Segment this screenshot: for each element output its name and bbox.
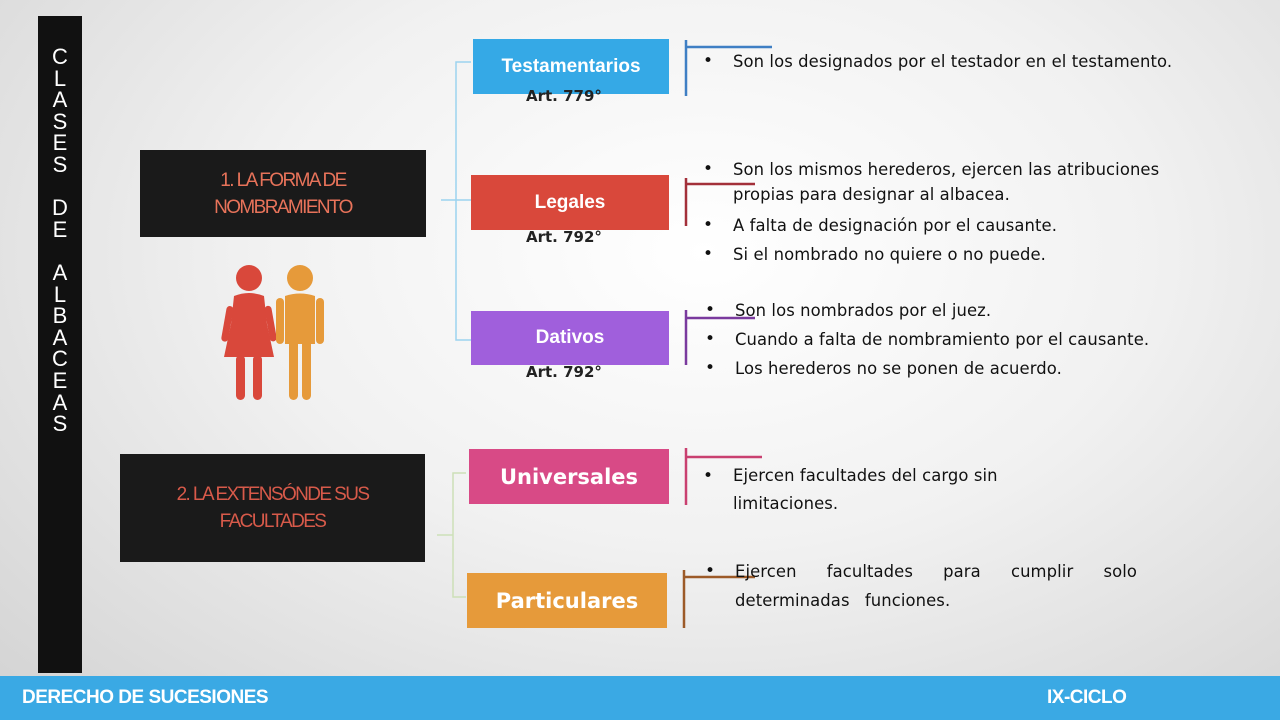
footer-cycle: IX-CICLO — [1047, 687, 1127, 708]
category-dativos — [471, 311, 669, 365]
title-letter: S — [52, 411, 68, 437]
category-universales — [469, 449, 669, 504]
bullets-particulares — [705, 557, 1137, 615]
category-universales-label: Universales — [499, 464, 639, 489]
list-item: • Los herederos no se ponen de acuerdo. — [705, 354, 1245, 383]
group-forma-label: 1. LA FORMA DE NOMBRAMIENTO — [214, 169, 352, 218]
title-letter: A — [52, 389, 68, 415]
title-letter: B — [52, 303, 68, 329]
list-item: • A falta de designación por el causante. — [703, 211, 1193, 240]
vertical-title-bar — [38, 16, 82, 673]
bullets-dativos — [705, 296, 1245, 383]
article-legales: Art. 792° — [526, 228, 602, 246]
title-letter: E — [52, 130, 68, 156]
list-item: • Son los mismos herederos, ejercen las atribuciones propias para designar al albacea. — [703, 157, 1193, 207]
category-particulares-label: Particulares — [495, 588, 639, 613]
title-letter: A — [52, 324, 68, 350]
category-legales-label: Legales — [534, 191, 606, 213]
title-letter — [38, 240, 82, 262]
article-dativos: Art. 792° — [526, 363, 602, 381]
woman-icon — [221, 265, 277, 400]
list-item: • Son los nombrados por el juez. — [705, 296, 1245, 325]
title-letter: S — [52, 108, 68, 134]
bullets-universales — [703, 462, 1103, 518]
title-letter: L — [53, 65, 67, 91]
list-item: • Son los designados por el testador en el testamento. — [703, 47, 1263, 76]
people-icon — [218, 262, 336, 402]
title-letter: A — [52, 87, 68, 113]
group-extension-label: 2. LA EXTENSÓNDE SUS FACULTADES — [176, 484, 369, 532]
title-letter: L — [53, 281, 67, 307]
category-testamentarios-label: Testamentarios — [501, 55, 641, 77]
bullets-legales — [703, 157, 1193, 269]
title-letter: A — [52, 259, 68, 285]
list-item: • Si el nombrado no quiere o no puede. — [703, 240, 1193, 269]
category-testamentarios — [473, 39, 669, 94]
title-letter: E — [52, 367, 68, 393]
list-item: • Cuando a falta de nombramiento por el causante. — [705, 325, 1245, 354]
group-extension-facultades — [120, 454, 425, 562]
title-letter: C — [52, 44, 68, 69]
footer-course: DERECHO DE SUCESIONES — [22, 687, 269, 708]
man-icon — [276, 265, 324, 400]
title-letter: S — [52, 151, 68, 177]
title-letter: E — [52, 216, 68, 242]
title-letter: D — [52, 195, 68, 221]
bullets-testamentarios — [703, 47, 1263, 76]
title-letter — [38, 176, 82, 198]
category-particulares — [467, 573, 667, 628]
category-dativos-label: Dativos — [535, 327, 605, 348]
group-forma-nombramiento — [140, 150, 426, 237]
list-item: • Ejercen facultades para cumplir solo determinadas funciones. — [705, 557, 1137, 615]
title-letter: C — [52, 346, 68, 372]
article-testamentarios: Art. 779° — [526, 87, 602, 105]
list-item: • Ejercen facultades del cargo sin limitaciones. — [703, 462, 1103, 518]
category-legales — [471, 175, 669, 230]
footer-bar — [0, 676, 1280, 720]
